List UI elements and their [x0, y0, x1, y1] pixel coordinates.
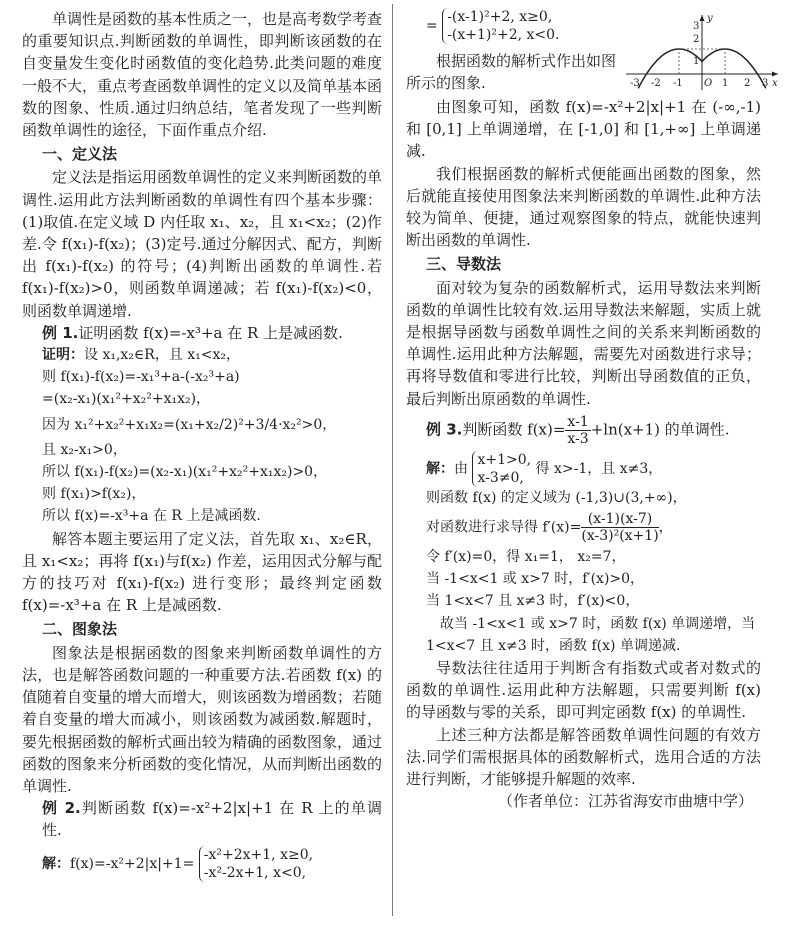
equals-sign: = — [426, 18, 438, 34]
example-2-label: 例 2. — [42, 799, 81, 818]
section-heading-definition: 一、定义法 — [42, 145, 118, 164]
column-divider — [392, 4, 393, 916]
example-2-solution — [22, 846, 382, 882]
example-1-text: 证明函数 f(x)=-x³+a 在 R 上是减函数. — [78, 323, 343, 342]
example-3 — [406, 414, 761, 447]
graph-intro: 根据函数的解析式作出如图所示的图象. — [406, 52, 617, 93]
derivative-summary: 导数法往往适用于判断含有指数式或者对数式的函数的单调性.运用此种方法解题，只需要判断 f(x) 的导函数与零的关系，即可判定函数 f(x) 的单调性. — [406, 659, 761, 722]
y-axis-label: y — [707, 13, 713, 24]
example-3-text: +ln(x+1) 的单调性. — [590, 420, 730, 439]
fraction — [581, 511, 658, 544]
system-case: x+1>0, — [477, 451, 532, 468]
tick-label: 2 — [693, 34, 700, 45]
proof-line: 所以 f(x₁)-f(x₂)=(x₂-x₁)(x₁²+x₂²+x₁x₂)>0， — [42, 464, 328, 481]
solution-label: 解： — [426, 460, 454, 477]
tick-label: -3 — [630, 78, 640, 89]
graph-conclusion: 由图象可知，函数 f(x)=-x²+2|x|+1 在 (-∞,-1) 和 [0,1] 上单调递增，在 [-1,0] 和 [1,+∞] 上单调递减. — [406, 98, 761, 161]
definition-paragraph: 定义法是指运用函数单调性的定义来判断函数的单调性.运用此方法判断函数的单调性有四个基本步骤：(1)取值.在定义域 D 内任取 x₁、x₂，且 x₁<x₂；(2)作差.令 f(x₁)-f(x₂)；(3)定号.通过分解因式、配方，判断出 f(x₁)-f(x₂) 的符号；(4)判断出函数的单调性.若 f(x₁)-f(x₂)>0，则函数单调递减；若 f(x₁)-f(x₂)<0，则函数单调递增. — [22, 168, 383, 320]
system-case: x-3≠0, — [477, 469, 524, 486]
tick-label: 1 — [722, 78, 729, 89]
derivative-text: ， — [658, 519, 673, 536]
solution-label: 解： — [42, 855, 70, 872]
tick-label: -2 — [651, 78, 661, 89]
graph-summary: 我们根据函数的解析式便能画出函数的图象，然后就能直接使用图象法来判断函数的单调性.此种方法较为简单、便捷，通过观察图象的特点，就能快速判断出函数的单调性. — [406, 164, 761, 250]
fraction — [565, 414, 590, 447]
example-3-text: 判断函数 f(x)= — [462, 420, 566, 439]
example-1-label: 例 1. — [42, 323, 79, 342]
section-heading-derivative: 三、导数法 — [426, 255, 502, 274]
solution-expression: f(x)=-x²+2|x|+1= — [70, 855, 195, 872]
function-graph — [622, 12, 782, 92]
example-1-summary: 解答本题主要运用了定义法，首先取 x₁、x₂∈R，且 x₁<x₂；再将 f(x₁)与f(x₂) 作差，运用因式分解与配方的技巧对 f(x₁)-f(x₂) 进行变形；最终判定函数 f(x)=-x³+a 在 R 上是减函数. — [22, 529, 382, 615]
example-2-text: 判断函数 f(x)=-x²+2|x|+1 在 R 上的单调性. — [42, 799, 383, 840]
fraction-numerator: (x-1)(x-7) — [581, 511, 658, 528]
tick-label: -1 — [673, 78, 683, 89]
conclusion-line: 故当 -1<x<1 或 x>7 时，函数 f(x) 单调递增，当 1<x<7 且 x≠3 时，函数 f(x) 单调递减. — [426, 615, 756, 654]
graph-method-paragraph: 图象法是根据函数的图象来判断函数单调性的方法，也是解答函数问题的一种重要方法.若函数 f(x) 的值随着自变量的增大而增大，则该函数为增函数；若随着自变量的增大而减小，则该函数为减函数.解题时，要先根据函数的解析式画出较为精确的函数图象，通过函数的图象来分析函数的变化情况，从而判断出函数的单调性. — [22, 643, 383, 795]
example-3-label: 例 3. — [426, 420, 463, 439]
function-graph-svg — [622, 12, 782, 92]
origin-label: O — [704, 78, 713, 89]
derivative-text: 对函数进行求导得 f′(x)= — [426, 519, 582, 536]
proof-line: 因为 x₁²+x₂²+x₁x₂=(x₁+x₂/2)²+3/4·x₂²>0， — [42, 416, 337, 433]
section-heading-graph: 二、图象法 — [42, 620, 118, 639]
example-2-rewrite — [406, 8, 616, 44]
solution-text: 得 x>-1，且 x≠3， — [535, 460, 663, 477]
fraction-denominator: (x-3)²(x+1) — [581, 528, 659, 545]
proof-line: 则 f(x₁)-f(x₂)=-x₁³+a-(-x₂³+a) — [42, 369, 240, 386]
piecewise-case: -x²+2x+1, x≥0, — [203, 846, 314, 863]
proof-line: 则 f(x₁)>f(x₂)， — [42, 486, 146, 503]
example-1 — [22, 322, 382, 344]
x-axis-label: x — [772, 78, 778, 89]
tick-label: 1 — [693, 56, 700, 67]
piecewise-case: -(x-1)²+2, x≥0, — [447, 9, 553, 25]
x-axis-arrow — [772, 72, 778, 77]
tick-label: 3 — [693, 21, 700, 32]
piecewise-brace — [442, 8, 559, 44]
piecewise-brace — [199, 846, 313, 882]
roots-line: 令 f′(x)=0，得 x₁=1， x₂=7， — [426, 549, 626, 566]
fraction-denominator: x-3 — [567, 430, 589, 447]
final-paragraph: 上述三种方法都是解答函数单调性问题的有效方法.同学们需根据具体的函数解析式，选用合适的方法进行判断，才能够提升解题的效率. — [406, 725, 761, 789]
positive-line: 当 -1<x<1 或 x>7 时，f′(x)>0， — [426, 571, 645, 588]
example-2 — [22, 797, 382, 841]
right-top-block — [406, 8, 616, 94]
intro-paragraph: 单调性是函数的基本性质之一，也是高考数学考查的重要知识点.判断函数的单调性，即判断该函数的在自变量发生变化时函数值的变化趋势.此类问题的难度一般不大，重点考查函数单调性的定义以及简单基本函数的图象、性质.通过归纳总结，笔者发现了一些判断函数单调性的途径，下面作重点介绍. — [22, 10, 383, 140]
piecewise-case: -x²-2x+1, x<0, — [203, 864, 307, 881]
left-column — [22, 8, 382, 882]
right-column — [406, 96, 761, 812]
domain-line: 则函数 f(x) 的定义域为 (-1,3)∪(3,+∞)， — [426, 489, 687, 506]
proof-line: 设 x₁,x₂∈R，且 x₁<x₂， — [84, 347, 241, 364]
proof-line: 所以 f(x)=-x³+a 在 R 上是减函数. — [42, 508, 261, 525]
piecewise-case: -(x+1)²+2, x<0. — [447, 27, 560, 43]
fraction-numerator: x-1 — [567, 413, 589, 430]
negative-line: 当 1<x<7 且 x≠3 时，f′(x)<0， — [426, 593, 640, 610]
proof-line: 且 x₂-x₁>0， — [42, 441, 127, 458]
author-affiliation: （作者单位：江苏省海安市曲塘中学） — [497, 792, 753, 811]
tick-label: 2 — [744, 78, 751, 89]
solution-text: 由 — [454, 460, 468, 477]
y-axis-arrow — [700, 15, 705, 21]
proof-block — [22, 344, 382, 528]
derivative-method-paragraph: 面对较为复杂的函数解析式，运用导数法来判断函数的单调性比较有效.运用导数法来解题，实质上就是根据导函数与函数单调性之间的关系来判断函数的单调性.运用此种方法解题，需要先对函数进行求导；再将导数值和零进行比较，判断出导函数值的正负，最后判断出原函数的单调性. — [406, 278, 761, 408]
tick-label: 3 — [762, 78, 769, 89]
example-3-solution — [406, 451, 761, 657]
system-brace — [472, 451, 531, 487]
proof-line: =(x₂-x₁)(x₁²+x₂²+x₁x₂)， — [42, 391, 211, 408]
proof-label: 证明： — [42, 347, 84, 364]
